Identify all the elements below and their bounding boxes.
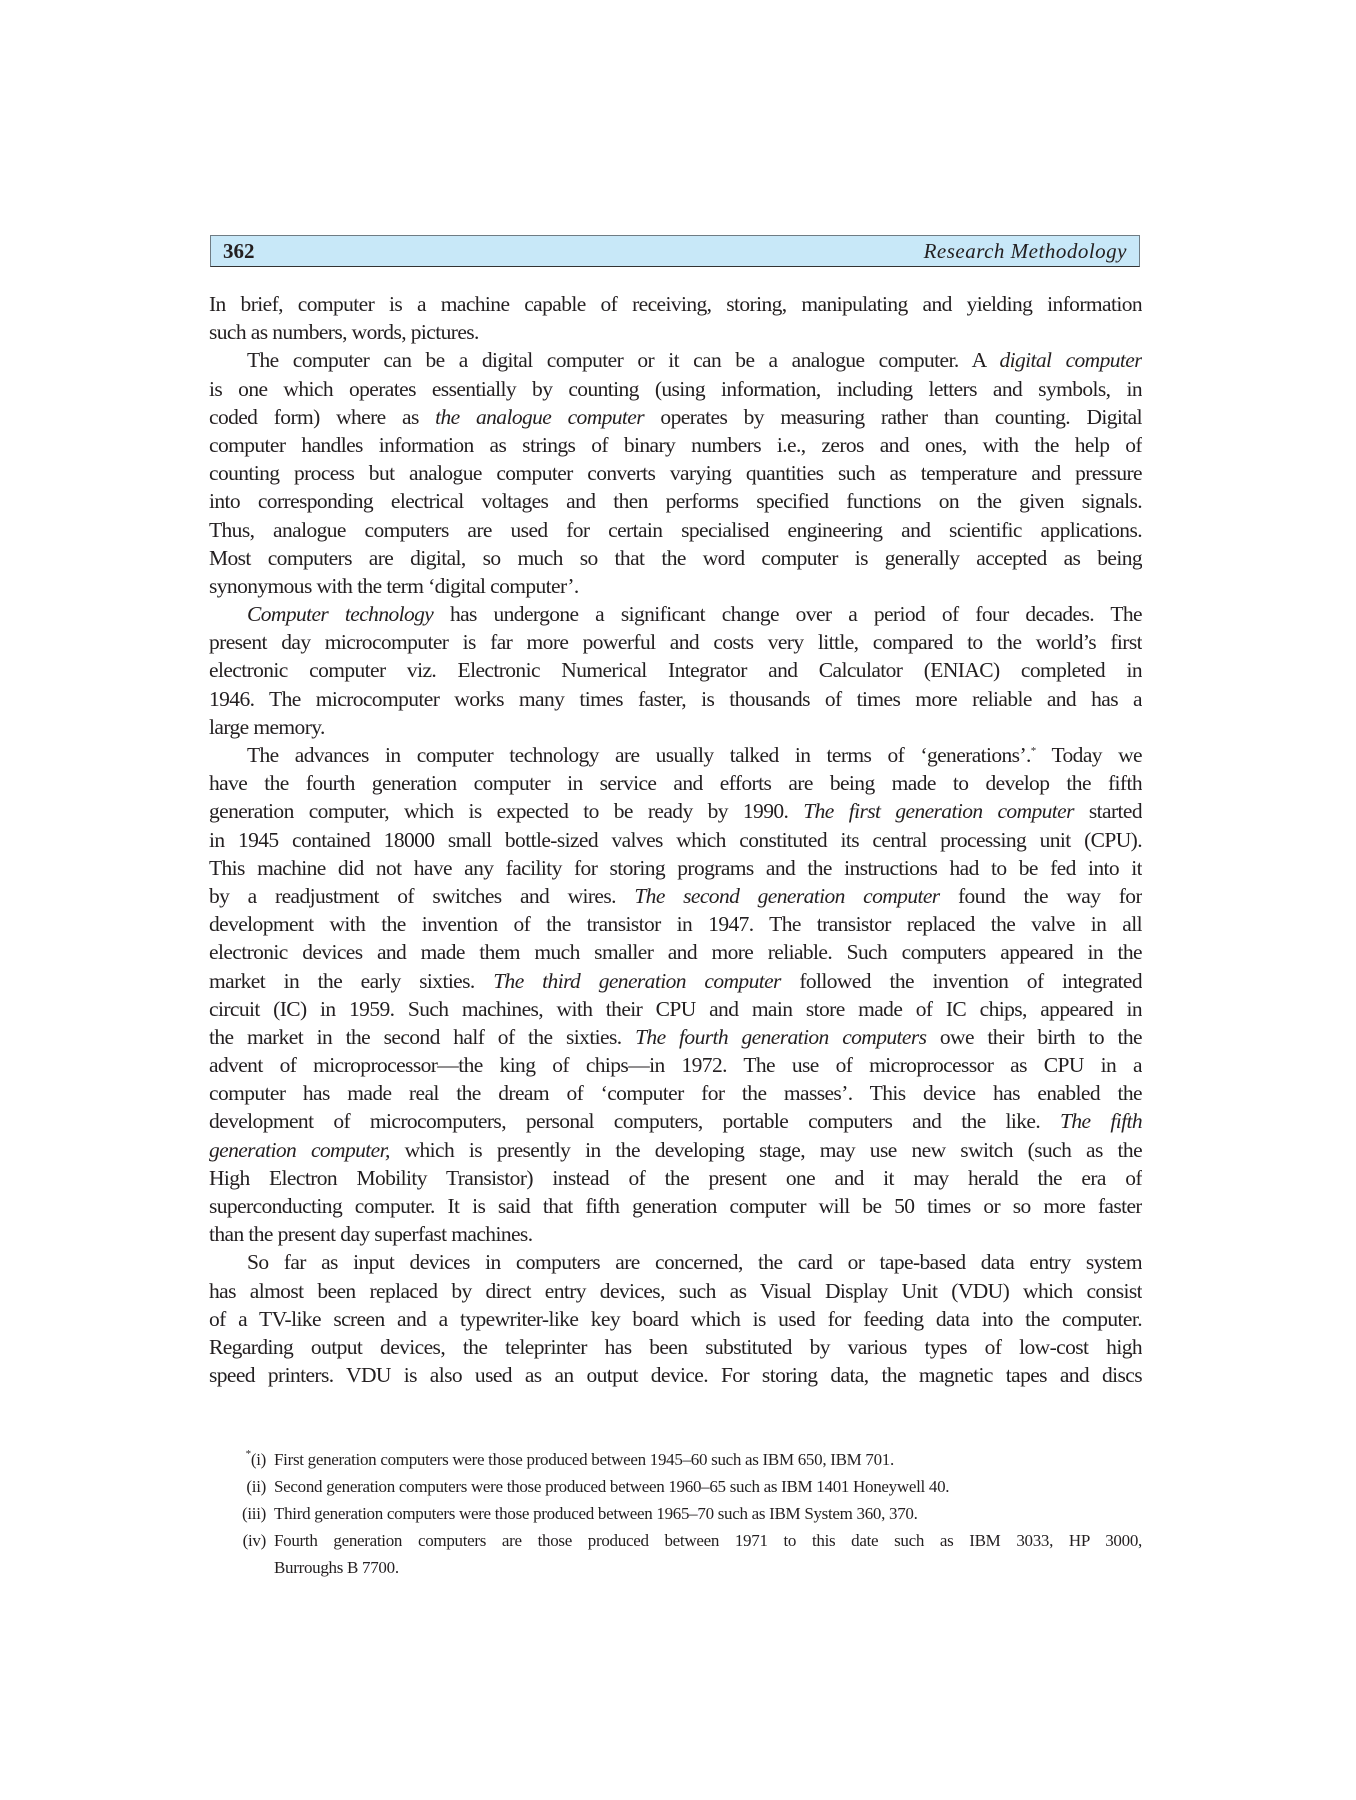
footnote-text: First generation computers were those produced between 1945–60 such as IBM 650, IBM 701. bbox=[274, 1450, 894, 1469]
text-line: In brief, computer is a machine capable of receiving, storing, manipulating and yielding information bbox=[209, 292, 1142, 316]
text-line: than the present day superfast machines. bbox=[209, 1222, 533, 1247]
text-line: the market in the second half of the sixties. The fourth generation computers owe their birth to the bbox=[209, 1024, 1142, 1049]
text-line: coded form) where as the analogue computer operates by measuring rather than counting. Digital bbox=[209, 404, 1142, 429]
footnotes bbox=[209, 1446, 1142, 1581]
text-line: generation computer, which is expected to be ready by 1990. The first generation computer started bbox=[209, 799, 1142, 824]
text-line: market in the early sixties. The third generation computer followed the invention of integrated bbox=[209, 968, 1142, 993]
text-line: High Electron Mobility Transistor) instead of the present one and it may herald the era of bbox=[209, 1165, 1142, 1190]
text-line: speed printers. VDU is also used as an output device. For storing data, the magnetic tapes and discs bbox=[209, 1363, 1142, 1388]
footnote-item bbox=[209, 1473, 1142, 1500]
running-title: Research Methodology bbox=[923, 239, 1127, 263]
footnote-label: (iii) bbox=[242, 1504, 266, 1523]
text-line: Regarding output devices, the teleprinter has been substituted by various types of low-cost high bbox=[209, 1334, 1142, 1359]
footnote-text: Third generation computers were those produced between 1965–70 such as IBM System 360, 370. bbox=[274, 1504, 918, 1523]
text-line: development with the invention of the transistor in 1947. The transistor replaced the valve in all bbox=[209, 912, 1142, 937]
text-line: such as numbers, words, pictures. bbox=[209, 320, 479, 345]
text-line: Most computers are digital, so much so that the word computer is generally accepted as being bbox=[209, 545, 1142, 570]
text-line: computer handles information as strings of binary numbers i.e., zeros and ones, with the help of bbox=[209, 432, 1142, 457]
page-number: 362 bbox=[223, 239, 255, 263]
text-line: computer has made real the dream of ‘computer for the masses’. This device has enabled the bbox=[209, 1081, 1142, 1106]
text-line: by a readjustment of switches and wires. The second generation computer found the way for bbox=[209, 883, 1142, 908]
text-line: in 1945 contained 18000 small bottle-sized valves which constituted its central processing unit (CPU). bbox=[209, 827, 1142, 852]
footnote-item bbox=[209, 1500, 1142, 1527]
text-line: large memory. bbox=[209, 714, 325, 739]
text-line: synonymous with the term ‘digital computer’. bbox=[209, 573, 579, 598]
text-line: is one which operates essentially by counting (using information, including letters and symbols, in bbox=[209, 376, 1142, 401]
text-line: counting process but analogue computer converts varying quantities such as temperature and pressure bbox=[209, 461, 1142, 486]
footnote-label: *(i) bbox=[245, 1448, 266, 1469]
text-line: advent of microprocessor—the king of chips—in 1972. The use of microprocessor as CPU in a bbox=[209, 1053, 1142, 1078]
text-line: of a TV-like screen and a typewriter-like key board which is used for feeding data into the computer. bbox=[209, 1306, 1142, 1331]
text-line: development of microcomputers, personal computers, portable computers and the like. The fifth bbox=[209, 1109, 1142, 1134]
text-line: superconducting computer. It is said that fifth generation computer will be 50 times or so more faster bbox=[209, 1194, 1142, 1218]
footnote-text: Second generation computers were those produced between 1960–65 such as IBM 1401 Honeywell 40. bbox=[274, 1477, 950, 1496]
text-line: has almost been replaced by direct entry devices, such as Visual Display Unit (VDU) which consist bbox=[209, 1278, 1142, 1303]
text-line: generation computer, which is presently in the developing stage, may use new switch (such as the bbox=[209, 1137, 1142, 1162]
footnote-item bbox=[209, 1446, 1142, 1473]
text-line: The advances in computer technology are usually talked in terms of ‘generations’.* Today we bbox=[247, 743, 1142, 767]
text-line: Thus, analogue computers are used for certain specialised engineering and scientific applications. bbox=[209, 517, 1142, 542]
text-line: The computer can be a digital computer or it can be a analogue computer. A digital computer bbox=[247, 348, 1142, 373]
running-header bbox=[210, 235, 1140, 267]
text-line: have the fourth generation computer in service and efforts are being made to develop the fifth bbox=[209, 771, 1142, 796]
footnote-item bbox=[209, 1527, 1142, 1581]
footnote-label: (ii) bbox=[246, 1477, 266, 1496]
text-line: Computer technology has undergone a significant change over a period of four decades. The bbox=[247, 602, 1142, 627]
text-line: This machine did not have any facility for storing programs and the instructions had to be fed into it bbox=[209, 855, 1142, 880]
body-text bbox=[209, 290, 1142, 1389]
text-line: electronic devices and made them much smaller and more reliable. Such computers appeared in the bbox=[209, 940, 1142, 965]
text-line: 1946. The microcomputer works many times faster, is thousands of times more reliable and has a bbox=[209, 686, 1142, 711]
text-line: electronic computer viz. Electronic Numerical Integrator and Calculator (ENIAC) completed in bbox=[209, 658, 1142, 683]
text-line: present day microcomputer is far more powerful and costs very little, compared to the world’s first bbox=[209, 630, 1142, 655]
footnote-label: (iv) bbox=[242, 1531, 266, 1550]
text-line: into corresponding electrical voltages and then performs specified functions on the given signals. bbox=[209, 489, 1142, 514]
text-line: So far as input devices in computers are concerned, the card or tape-based data entry system bbox=[247, 1250, 1142, 1275]
footnote-text: Fourth generation computers are those produced between 1971 to this date such as IBM 3033, HP 3000, Burroughs B 7700. bbox=[274, 1531, 1142, 1577]
text-line: circuit (IC) in 1959. Such machines, with their CPU and main store made of IC chips, appeared in bbox=[209, 996, 1142, 1021]
footnote-marker: * bbox=[1030, 745, 1036, 757]
